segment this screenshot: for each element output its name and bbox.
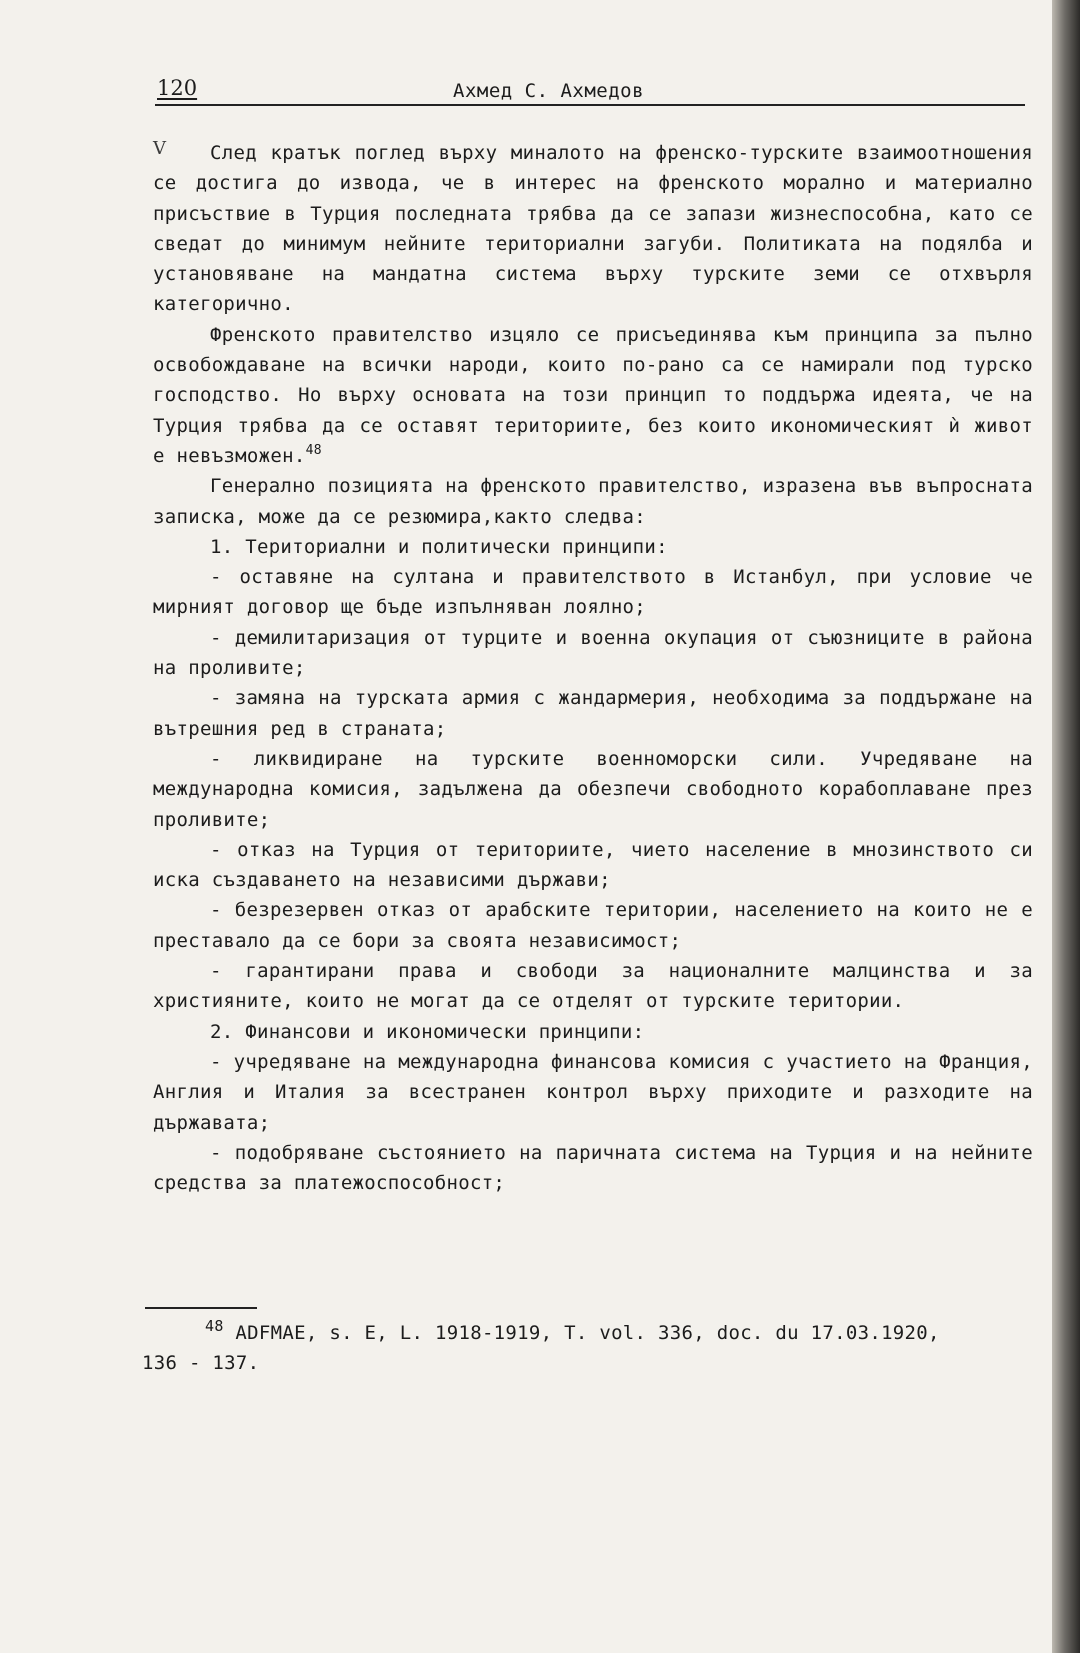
list-item: - учредяване на международна финансова комисия с участието на Франция, Англия и Италия за всестранен контрол върху приходите и разходите на държавата; bbox=[153, 1050, 1033, 1134]
list-item: - отказ на Турция от териториите, чието население в мнозинството си иска създаването на независими държави; bbox=[153, 838, 1033, 892]
paragraph-text: Френското правителство изцяло се присъединява към принципа за пълно освобождаване на всички народи, които по-рано са се намирали под турско господство. Но върху основата на този принцип то поддържа идеята, че на Турция трябва да се оставят териториите, без които икономическият ѝ живот е невъзможен. bbox=[153, 323, 1033, 467]
footnote-text: ADFMAE, s. E, L. 1918-1919, T. vol. 336, doc. du 17.03.1920, 136 - 137. bbox=[142, 1322, 940, 1374]
list-item: - гарантирани права и свободи за националните малцинства и за християните, които не могат да се отделят от турските територии. bbox=[153, 960, 1033, 1013]
footnote-reference[interactable]: 48 bbox=[305, 442, 322, 458]
body-text bbox=[153, 138, 1033, 1198]
list-item: - ликвидиране на турските военноморски сили. Учредяване на международна комисия, задължена да обезпечи свободното корабоплаване през проливите; bbox=[153, 747, 1033, 831]
footnote-number: 48 bbox=[205, 1317, 224, 1335]
list-item: - демилитаризация от турците и военна окупация от съюзниците в района на проливите; bbox=[153, 626, 1033, 680]
footnote-divider bbox=[145, 1307, 257, 1309]
list-item: - безрезервен отказ от арабските територии, населението на които не е преставало да се бори за своята независимост; bbox=[153, 899, 1033, 952]
page-header bbox=[155, 74, 1025, 106]
section-heading: 1. Териториални и политически принципи: bbox=[210, 535, 668, 558]
paragraph: Генерално позицията на френското правителство, изразена във въпросната записка, може да се резюмира,както следва: bbox=[153, 475, 1033, 528]
book-binding-edge bbox=[1052, 0, 1080, 1653]
footnote bbox=[142, 1318, 942, 1378]
list-item: - замяна на турската армия с жандармерия, необходима за поддържане на вътрешния ред в страната; bbox=[153, 687, 1033, 740]
running-head: Ахмед С. Ахмедов bbox=[453, 80, 645, 102]
margin-check-mark: V bbox=[153, 138, 166, 159]
list-item: - оставяне на султана и правителството в Истанбул, при условие че мирният договор ще бъде изпълняван лоялно; bbox=[153, 566, 1033, 619]
section-heading: 2. Финансови и икономически принципи: bbox=[210, 1020, 645, 1043]
list-item: - подобряване състоянието на паричната система на Турция и на нейните средства за платежоспособност; bbox=[153, 1141, 1033, 1195]
page-number: 120 bbox=[157, 76, 198, 100]
paragraph: След кратък поглед върху миналото на френско-турските взаимоотношения се достига до извода, че в интерес на френското морално и материално присъствие в Турция последната трябва да се запази жизнеспособна, като се сведат до минимум нейните териториални загуби. Политиката на подялба и установяване на мандатна система върху турските земи се отхвърля категорично. bbox=[153, 142, 1033, 316]
paragraph-with-footnote bbox=[153, 320, 1033, 471]
